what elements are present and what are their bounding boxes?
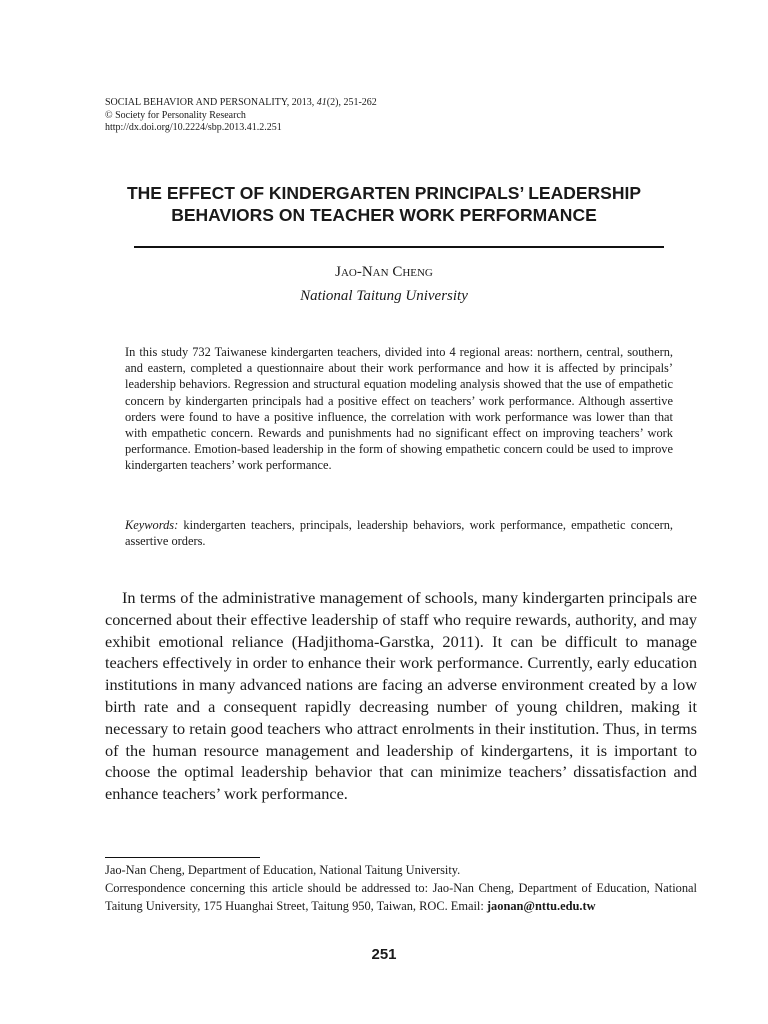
email-link[interactable]: jaonan@nttu.edu.tw — [486, 899, 596, 914]
journal-name-year: SOCIAL BEHAVIOR AND PERSONALITY, 2013, — [105, 97, 317, 108]
article-title — [60, 182, 708, 226]
keywords — [125, 517, 673, 549]
author-name: Jao-Nan Cheng — [335, 264, 433, 280]
journal-header — [105, 97, 377, 135]
copyright-line: © Society for Personality Research — [105, 109, 246, 121]
title-divider — [134, 246, 664, 248]
footnote-author-line: Jao-Nan Cheng, Department of Education, National Taitung University. — [105, 863, 461, 877]
author-affiliation: National Taitung University — [300, 288, 468, 304]
keywords-list: kindergarten teachers, principals, leadership behaviors, work performance, empathetic concern, assertive orders. — [125, 518, 673, 549]
footnote-divider — [105, 857, 260, 858]
journal-volume: 41 — [316, 97, 327, 108]
footnote-correspondence — [105, 879, 697, 915]
doi-link[interactable]: http://dx.doi.org/10.2224/sbp.2013.41.2.251 — [105, 122, 282, 133]
journal-citation — [105, 97, 377, 110]
title-line-1: THE EFFECT OF KINDERGARTEN PRINCIPALS’ LEADERSHIP — [126, 183, 641, 203]
footnote — [105, 861, 697, 916]
body-paragraph: In terms of the administrative management of schools, many kindergarten principals are concerned about their effective leadership of staff who require rewards, authority, and may exhibit emotional reliance (Hadjithoma-Garstka, 2011). It can be difficult to manage teachers effectively in order to enhance their work performance. Currently, early education institutions in many advanced nations are facing an adverse environment created by a low birth rate and a consequent rapidly decreasing number of young children, making it necessary to retain good teachers who attract enrolments in their institution. Thus, in terms of the human resource management and leadership of kindergartens, it is important to choose the optimal leadership behavior that can minimize teachers’ dissatisfaction and enhance teachers’ work performance. — [105, 588, 697, 804]
abstract: In this study 732 Taiwanese kindergarten teachers, divided into 4 regional areas: northern, central, southern, and eastern, completed a questionnaire about their work performance and how it is affected by principals’ leadership behaviors. Regression and structural equation modeling analysis showed that the use of empathetic concern by kindergarten principals had a positive effect on teachers’ work performance. Although assertive orders were found to have a positive influence, the correlation with work performance was lower than that with empathetic concern. Rewards and punishments had no significant effect on improving teachers’ work performance. Emotion-based leadership in the form of showing empathetic concern could be used to improve kindergarten teachers’ work performance. — [125, 345, 673, 473]
page-number: 251 — [371, 946, 397, 963]
correspondence-text: Correspondence concerning this article should be addressed to: Jao-Nan Cheng, Department of Education, National Taitung University, 175 Huanghai Street, Taitung 950, Taiwan, ROC. Email: — [105, 881, 697, 914]
keywords-label: Keywords: — [125, 518, 179, 532]
title-line-2: BEHAVIORS ON TEACHER WORK PERFORMANCE — [171, 205, 597, 225]
journal-issue-pages: (2), 251-262 — [326, 97, 377, 108]
